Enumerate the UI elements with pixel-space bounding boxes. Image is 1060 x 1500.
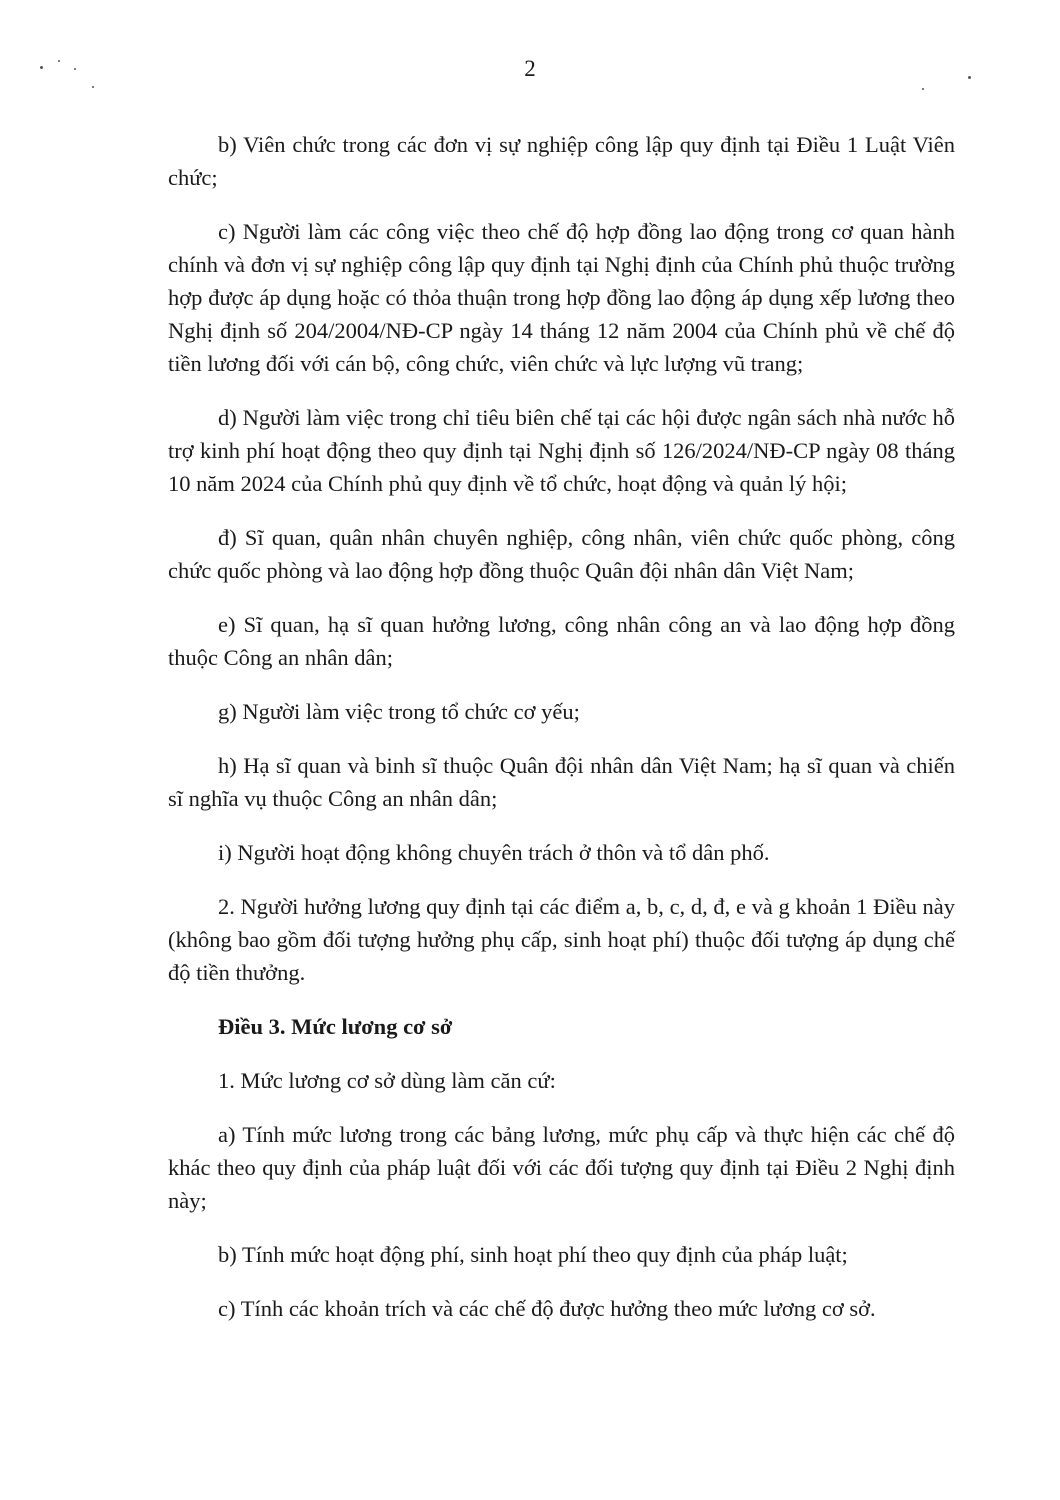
paragraph-dd: đ) Sĩ quan, quân nhân chuyên nghiệp, công nhân, viên chức quốc phòng, công chức quốc phòng và lao động hợp đồng thuộc Quân đội nhân dân Việt Nam; xyxy=(168,525,955,583)
paragraph-i: i) Người hoạt động không chuyên trách ở thôn và tổ dân phố. xyxy=(218,840,770,865)
scan-speck xyxy=(92,86,94,88)
paragraph-c: c) Người làm các công việc theo chế độ hợp đồng lao động trong cơ quan hành chính và đơn vị sự nghiệp công lập quy định tại Nghị định của Chính phủ thuộc trường hợp được áp dụng hoặc có thỏa thuận trong hợp đồng lao động áp dụng xếp lương theo Nghị định số 204/2004/NĐ-CP ngày 14 tháng 12 năm 2004 của Chính phủ về chế độ tiền lương đối với cán bộ, công chức, viên chức và lực lượng vũ trang; xyxy=(168,219,955,376)
page-number: 2 xyxy=(524,56,536,81)
scan-speck xyxy=(58,60,60,62)
article-3-point-b: b) Tính mức hoạt động phí, sinh hoạt phí theo quy định của pháp luật; xyxy=(218,1242,848,1267)
document-body xyxy=(168,128,955,1346)
paragraph-d: d) Người làm việc trong chỉ tiêu biên chế tại các hội được ngân sách nhà nước hỗ trợ kinh phí hoạt động theo quy định tại Nghị định số 126/2024/NĐ-CP ngày 08 tháng 10 năm 2024 của Chính phủ quy định về tổ chức, hoạt động và quản lý hội; xyxy=(168,405,955,496)
article-3-clause-1: 1. Mức lương cơ sở dùng làm căn cứ: xyxy=(218,1068,556,1093)
article-3-point-c: c) Tính các khoản trích và các chế độ được hưởng theo mức lương cơ sở. xyxy=(218,1296,876,1321)
paragraph-h: h) Hạ sĩ quan và binh sĩ thuộc Quân đội nhân dân Việt Nam; hạ sĩ quan và chiến sĩ nghĩa vụ thuộc Công an nhân dân; xyxy=(168,753,955,811)
paragraph-clause-2: 2. Người hưởng lương quy định tại các điểm a, b, c, d, đ, e và g khoản 1 Điều này (không bao gồm đối tượng hưởng phụ cấp, sinh hoạt phí) thuộc đối tượng áp dụng chế độ tiền thưởng. xyxy=(168,894,955,985)
scan-speck xyxy=(922,88,924,90)
paragraph-b: b) Viên chức trong các đơn vị sự nghiệp công lập quy định tại Điều 1 Luật Viên chức; xyxy=(168,132,955,190)
scan-speck xyxy=(74,68,76,70)
scan-speck xyxy=(968,76,971,79)
paragraph-e: e) Sĩ quan, hạ sĩ quan hưởng lương, công nhân công an và lao động hợp đồng thuộc Công an nhân dân; xyxy=(168,612,955,670)
scan-speck xyxy=(40,66,43,69)
paragraph-g: g) Người làm việc trong tổ chức cơ yếu; xyxy=(218,699,580,724)
article-3-heading: Điều 3. Mức lương cơ sở xyxy=(218,1014,453,1039)
article-3-point-a: a) Tính mức lương trong các bảng lương, mức phụ cấp và thực hiện các chế độ khác theo quy định của pháp luật đối với các đối tượng quy định tại Điều 2 Nghị định này; xyxy=(168,1122,955,1213)
